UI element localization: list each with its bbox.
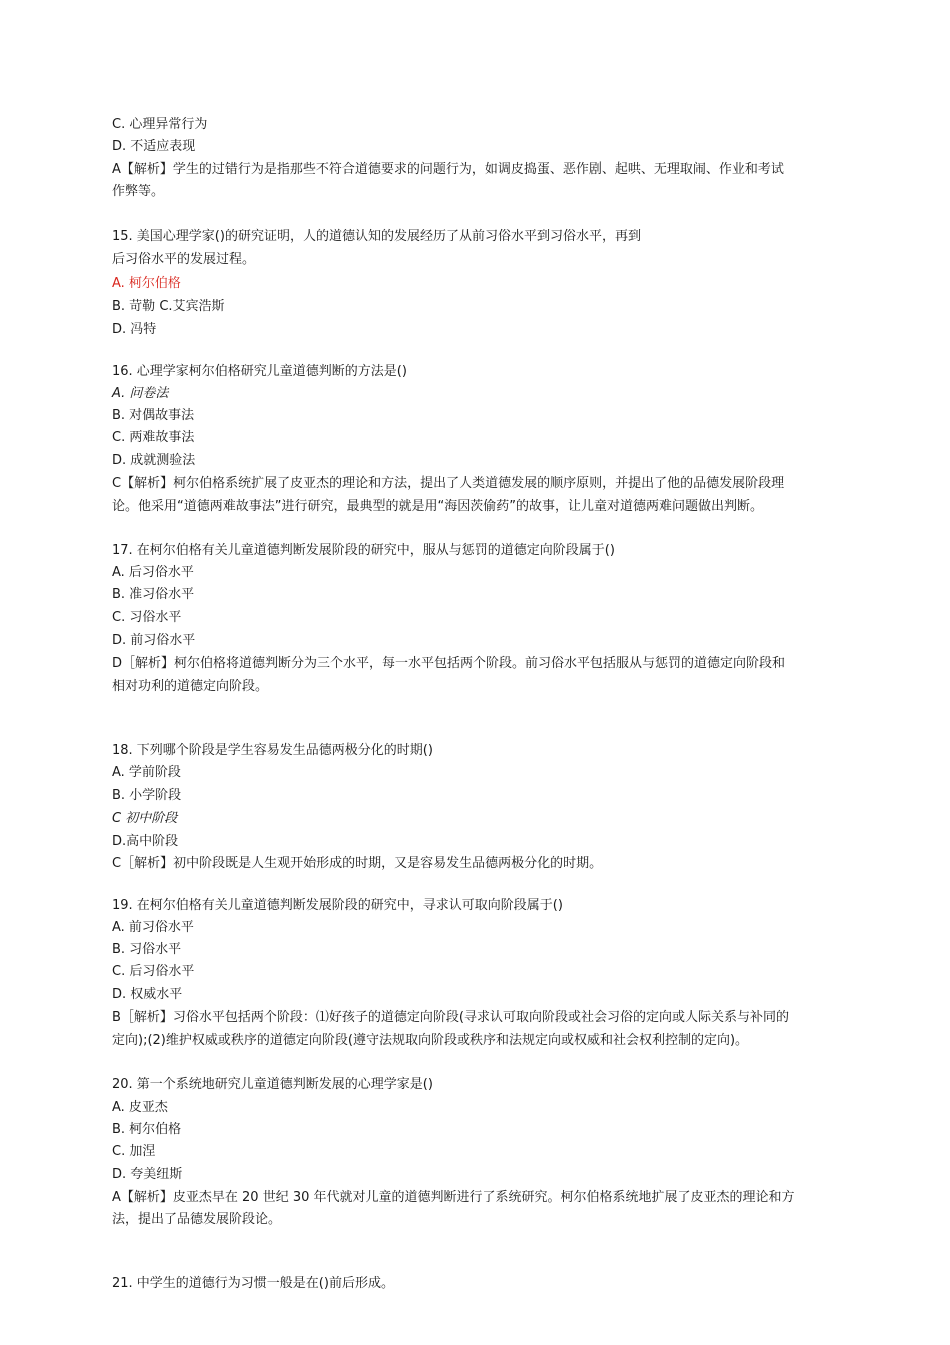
answer-analysis-cont: 法，提出了品德发展阶段论。: [112, 1212, 282, 1227]
question-15: 15. 美国心理学家()的研究证明，人的道德认知的发展经历了从前习俗水平到习俗水平，再到: [112, 229, 641, 244]
option-d: D. 夸美纽斯: [112, 1167, 183, 1182]
option-b: B. 习俗水平: [112, 942, 182, 957]
option-b: B. 小学阶段: [112, 788, 182, 803]
option-c: C. 心理异常行为: [112, 117, 208, 132]
question-17: 17. 在柯尔伯格有关儿童道德判断发展阶段的研究中，服从与惩罚的道德定向阶段属于(): [112, 543, 615, 558]
option-a: A. 学前阶段: [112, 765, 181, 780]
option-c: C 初中阶段: [112, 811, 178, 826]
answer-analysis-cont: 定向);(2)维护权威或秩序的道德定向阶段(遵守法规取向阶段或秩序和法规定向或权威和社会权利控制的定向)。: [112, 1033, 749, 1048]
option-a: A. 问卷法: [112, 386, 169, 401]
answer-analysis: A【解析】学生的过错行为是指那些不符合道德要求的问题行为，如调皮捣蛋、恶作剧、起哄、无理取闹、作业和考试: [112, 162, 784, 177]
answer-analysis-cont: 相对功利的道德定向阶段。: [112, 679, 269, 694]
question-16: 16. 心理学家柯尔伯格研究儿童道德判断的方法是(): [112, 364, 407, 379]
answer-analysis: B［解析】习俗水平包括两个阶段：⑴好孩子的道德定向阶段(寻求认可取向阶段或社会习俗的定向或人际关系与补同的: [112, 1010, 789, 1025]
option-a: A. 后习俗水平: [112, 565, 194, 580]
answer-analysis-cont: 论。他采用“道德两难故事法”进行研究，最典型的就是用“海因茨偷药”的故事，让儿童对道德两难问题做出判断。: [112, 499, 763, 514]
answer-analysis-cont: 作弊等。: [112, 184, 165, 199]
option-b: B. 对偶故事法: [112, 408, 195, 423]
option-a: A. 皮亚杰: [112, 1100, 168, 1115]
option-c: C. 加涅: [112, 1144, 156, 1159]
question-19: 19. 在柯尔伯格有关儿童道德判断发展阶段的研究中，寻求认可取向阶段属于(): [112, 898, 563, 913]
option-c: C. 两难故事法: [112, 430, 195, 445]
answer-analysis: A【解析】皮亚杰早在 20 世纪 30 年代就对儿童的道德判断进行了系统研究。柯尔伯格系统地扩展了皮亚杰的理论和方: [112, 1190, 795, 1205]
option-a: A. 前习俗水平: [112, 920, 194, 935]
option-d: D. 不适应表现: [112, 139, 196, 154]
option-d: D. 权威水平: [112, 987, 183, 1002]
answer-analysis: D［解析】柯尔伯格将道德判断分为三个水平，每一水平包括两个阶段。前习俗水平包括服从与惩罚的道德定向阶段和: [112, 656, 786, 671]
option-d: D.高中阶段: [112, 834, 179, 849]
answer-analysis: C【解析】柯尔伯格系统扩展了皮亚杰的理论和方法，提出了人类道德发展的顺序原则，并提出了他的品德发展阶段理: [112, 476, 785, 491]
question-15-cont: 后习俗水平的发展过程。: [112, 252, 256, 267]
option-b: B. 苛勒 C.艾宾浩斯: [112, 299, 225, 314]
option-b: B. 柯尔伯格: [112, 1122, 182, 1137]
option-c: C. 后习俗水平: [112, 964, 195, 979]
question-18: 18. 下列哪个阶段是学生容易发生品德两极分化的时期(): [112, 743, 433, 758]
question-21: 21. 中学生的道德行为习惯一般是在()前后形成。: [112, 1276, 394, 1291]
option-d: D. 成就测验法: [112, 453, 196, 468]
answer-analysis: C［解析】初中阶段既是人生观开始形成的时期，又是容易发生品德两极分化的时期。: [112, 856, 603, 871]
option-a-highlighted: A. 柯尔伯格: [112, 276, 181, 291]
option-d: D. 冯特: [112, 322, 157, 337]
option-d: D. 前习俗水平: [112, 633, 196, 648]
option-b: B. 准习俗水平: [112, 587, 195, 602]
option-c: C. 习俗水平: [112, 610, 182, 625]
question-20: 20. 第一个系统地研究儿童道德判断发展的心理学家是(): [112, 1077, 433, 1092]
